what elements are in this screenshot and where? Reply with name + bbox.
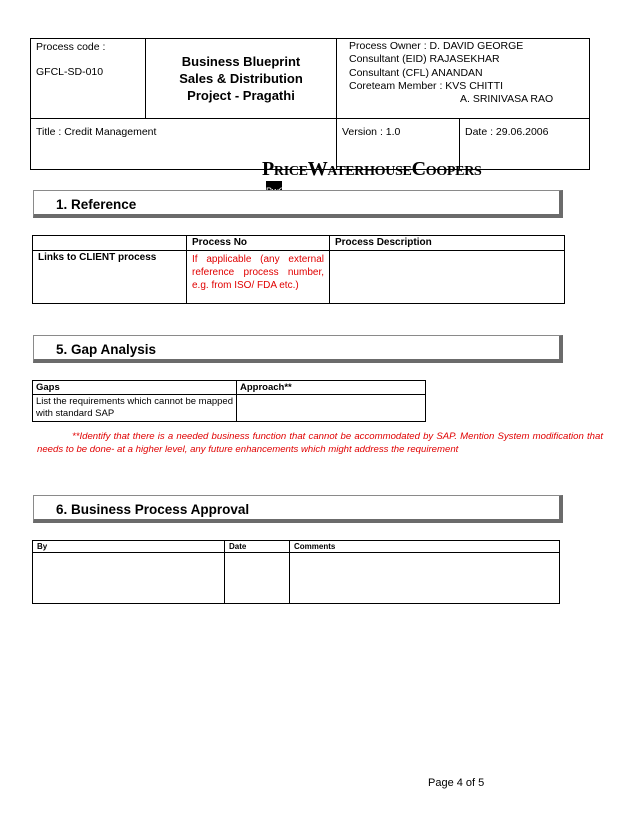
process-desc-value — [330, 251, 565, 304]
owner-line: Consultant (EID) RAJASEKHAR — [349, 53, 500, 66]
col-process-description: Process Description — [330, 236, 565, 251]
process-code-label: Process code : — [36, 41, 106, 53]
owner-line: Coreteam Member : KVS CHITTI — [349, 79, 504, 92]
doc-version: Version : 1.0 — [337, 119, 460, 170]
logo-wordmark: PriceWaterhouseCoopers — [262, 158, 482, 180]
reference-table — [32, 235, 565, 304]
title-line: Sales & Distribution — [179, 71, 303, 86]
document-title-cell — [146, 39, 337, 119]
title-line: Project - Pragathi — [187, 88, 295, 103]
owner-line: A. SRINIVASA RAO — [460, 93, 554, 106]
col-approach: Approach** — [237, 381, 426, 395]
section-header-approval — [33, 495, 563, 523]
document-header — [30, 38, 590, 170]
process-code-value: GFCL-SD-010 — [36, 66, 104, 78]
process-no-value: If applicable (any external reference process number, e.g. from ISO/ FDA etc.) — [187, 251, 330, 304]
gap-analysis-table — [32, 380, 426, 422]
approval-comments-cell — [290, 553, 560, 604]
section-header-reference — [33, 190, 563, 218]
section-title: 1. Reference — [56, 197, 137, 212]
approach-cell — [237, 395, 426, 422]
section-header-gap-analysis — [33, 335, 563, 363]
process-owner-cell — [337, 39, 590, 119]
doc-date: Date : 29.06.2006 — [460, 119, 590, 170]
col-process-no: Process No — [187, 236, 330, 251]
doc-title: Title : Credit Management — [31, 119, 337, 170]
owner-line: Process Owner : D. DAVID GEORGE — [349, 40, 524, 52]
section-title: 6. Business Process Approval — [56, 502, 250, 517]
row-label: Links to CLIENT process — [33, 251, 187, 304]
col-by: By — [33, 541, 225, 553]
page-number: Page 4 of 5 — [428, 777, 485, 789]
pwc-logo — [262, 158, 492, 188]
owner-line: Consultant (CFL) ANANDAN — [349, 66, 483, 79]
gap-footnote: **Identify that there is a needed business function that cannot be accommodated by SAP. Mention System modification that needs to be done- at a higher level, any future enhancements which might address the requirement — [37, 431, 603, 455]
section-title: 5. Gap Analysis — [56, 342, 157, 357]
empty-header-cell — [33, 236, 187, 251]
col-comments: Comments — [290, 541, 560, 553]
approval-by-cell — [33, 553, 225, 604]
process-code-cell — [31, 39, 146, 119]
title-line: Business Blueprint — [181, 54, 301, 69]
approval-table — [32, 540, 560, 604]
col-date: Date — [225, 541, 290, 553]
col-gaps: Gaps — [33, 381, 237, 395]
gap-row-text: List the requirements which cannot be mapped with standard SAP — [33, 395, 237, 422]
approval-date-cell — [225, 553, 290, 604]
